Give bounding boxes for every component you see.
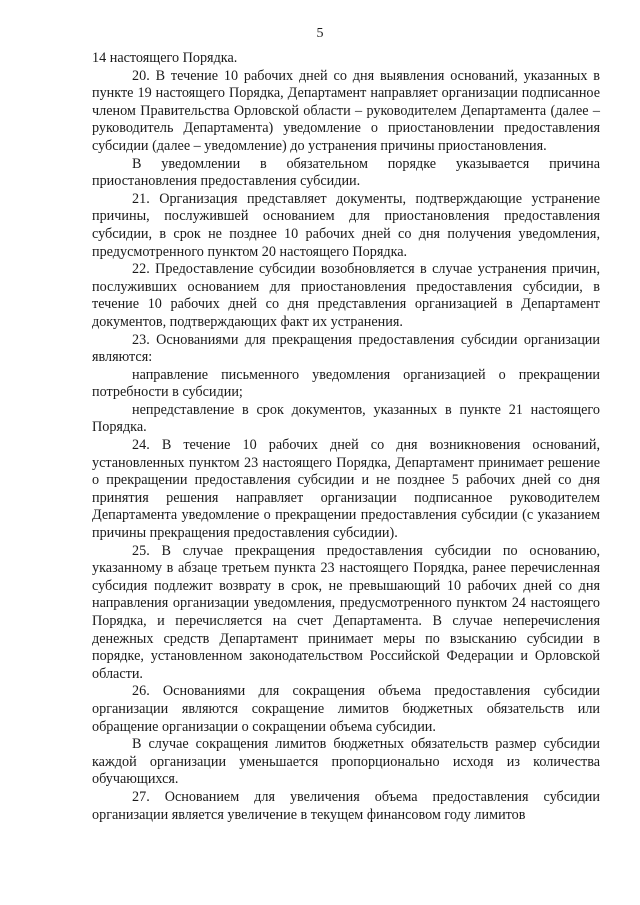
document-body (92, 50, 600, 824)
paragraph-23-item-2: непредставление в срок документов, указанных в пункте 21 настоящего Порядка. (92, 401, 600, 436)
paragraph-26-reduction: В случае сокращения лимитов бюджетных обязательств размер субсидии каждой организации уменьшается пропорционально исходя из количества обучающихся. (92, 736, 600, 788)
paragraph-23: 23. Основаниями для прекращения предоставления субсидии организации являются: (92, 331, 600, 366)
paragraph-23-item-1: направление письменного уведомления организацией о прекращении потребности в субсидии; (92, 366, 600, 401)
paragraph-27: 27. Основанием для увеличения объема предоставления субсидии организации является увеличение в текущем финансовом году лимитов (92, 788, 600, 823)
paragraph-20: 20. В течение 10 рабочих дней со дня выявления оснований, указанных в пункте 19 настоящего Порядка, Департамент направляет организации подписанное членом Правительства Орловской области – руководителем Департамента (далее – руководитель Департамента) уведомление о приостановлении предоставления субсидии (далее – уведомление) до устранения причины приостановления. (92, 67, 600, 154)
paragraph-26: 26. Основаниями для сокращения объема предоставления субсидии организации являются сокращение лимитов бюджетных обязательств или обращение организации о сокращении объема субсидии. (92, 683, 600, 735)
page-number: 5 (316, 26, 324, 41)
paragraph-20-notice: В уведомлении в обязательном порядке указывается причина приостановления предоставления субсидии. (92, 155, 600, 190)
paragraph-continuation: 14 настоящего Порядка. (92, 50, 238, 66)
paragraph-22: 22. Предоставление субсидии возобновляется в случае устранения причин, послуживших основанием для приостановления предоставления субсидии, в течение 10 рабочих дней со дня представления организацией в Департамент документов, подтверждающих факт их устранения. (92, 261, 600, 330)
paragraph-24: 24. В течение 10 рабочих дней со дня возникновения оснований, установленных пунктом 23 настоящего Порядка, Департамент принимает решение о прекращении предоставления субсидии и не позднее 5 рабочих дней со дня принятия решения направляет организации подписанное руководителем Департамента уведомление о прекращении предоставления субсидии (с указанием причины прекращения предоставления субсидии). (92, 437, 600, 542)
paragraph-21: 21. Организация представляет документы, подтверждающие устранение причины, послужившей основанием для приостановления предоставления субсидии, в срок не позднее 10 рабочих дней со дня получения уведомления, предусмотренного пунктом 20 настоящего Порядка. (92, 190, 600, 260)
paragraph-25: 25. В случае прекращения предоставления субсидии по основанию, указанному в абзаце третьем пункта 23 настоящего Порядка, ранее перечисленная субсидия подлежит возврату в срок, не превышающий 10 рабочих дней со дня направления организации уведомления, предусмотренного пунктом 24 настоящего Порядка, и перечисляется на счет Департамента. В случае неперечисления денежных средств Департамент принимает меры по взысканию субсидии в порядке, установленном законодательством Российской Федерации и Орловской области. (92, 542, 600, 682)
